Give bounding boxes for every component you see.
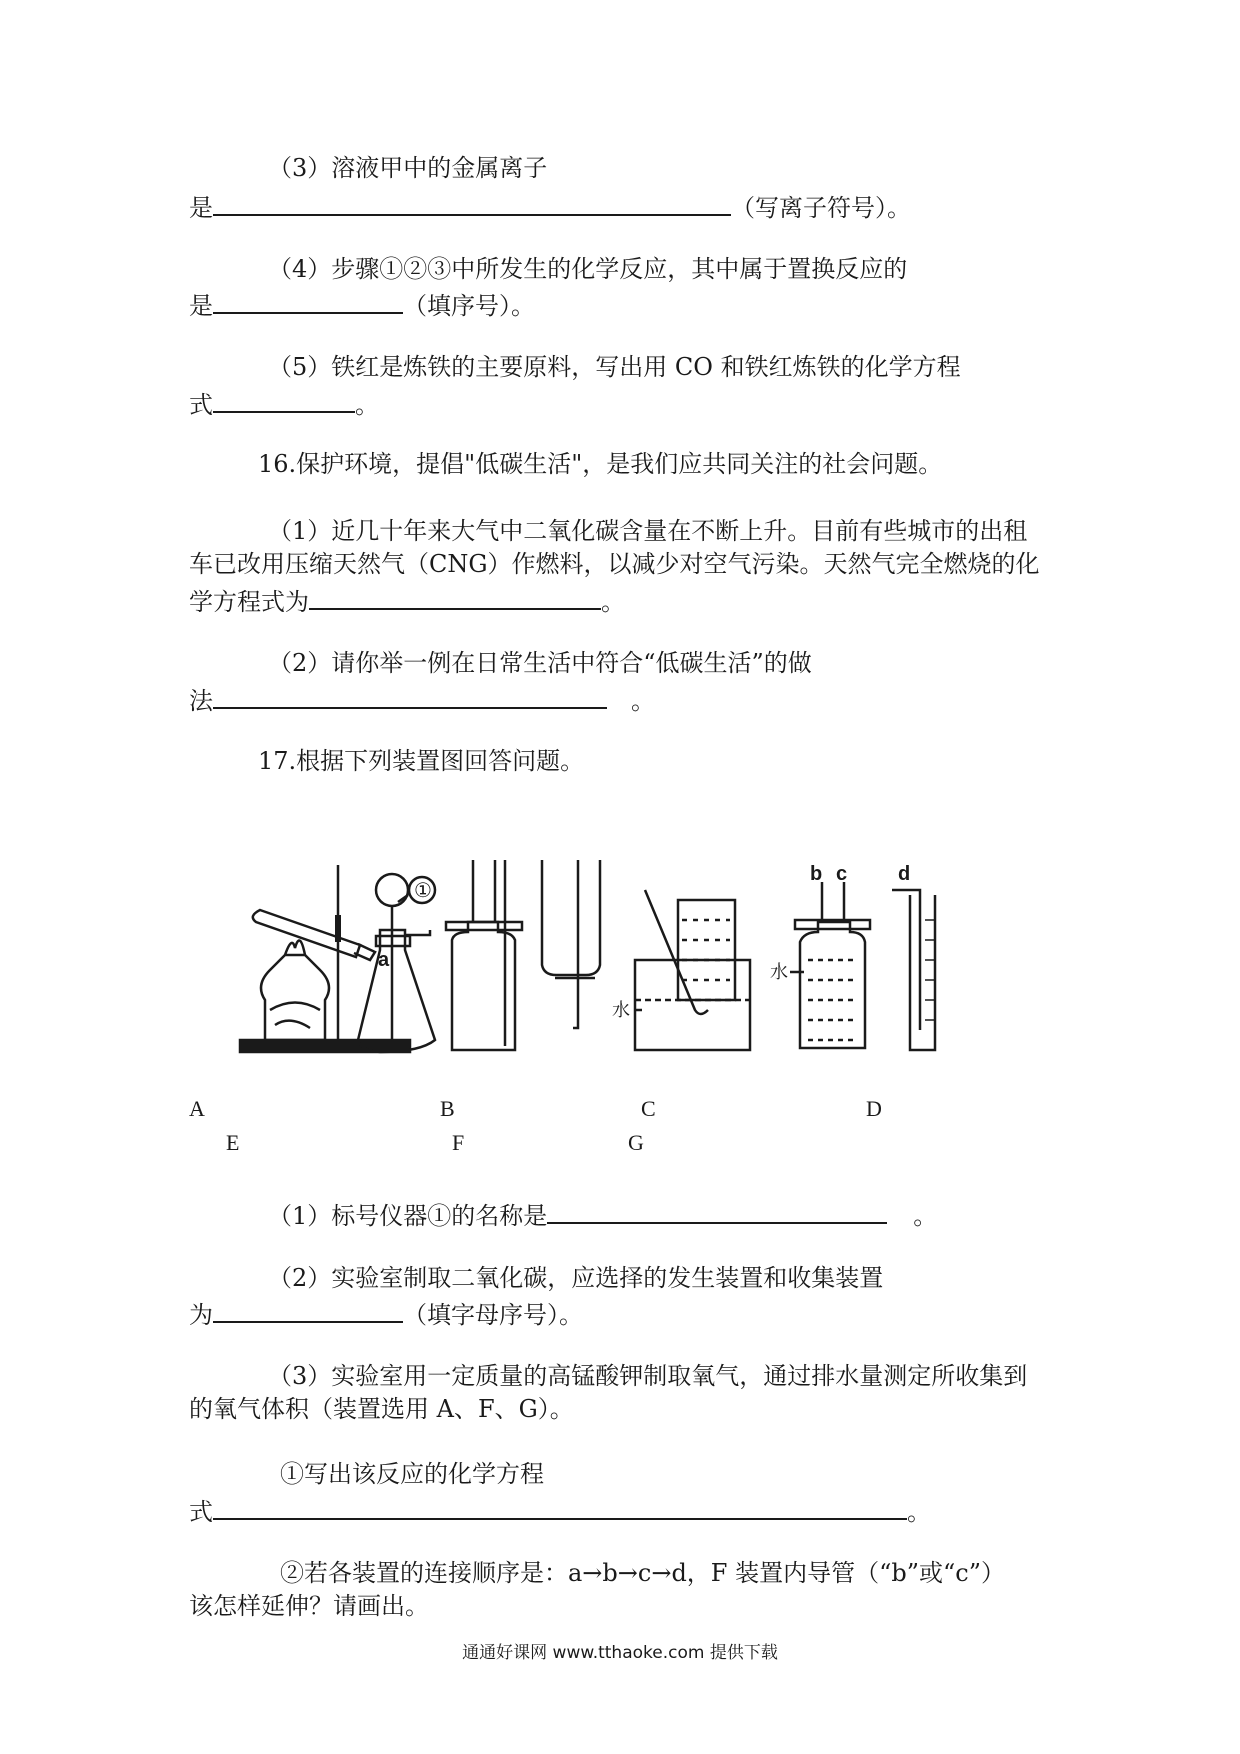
label-tube-b: b xyxy=(810,863,823,885)
q16-p1-prefix: 学方程式为 xyxy=(189,588,309,616)
q16-p2-suffix: 。 xyxy=(631,687,655,715)
q15-p5-suffix: 。 xyxy=(355,391,379,419)
q17-p3-text-2: 的氧气体积（装置选用 A、F、G）。 xyxy=(189,1395,574,1423)
label-circle-one: ① xyxy=(414,880,432,902)
q15-p5-prefix: 式 xyxy=(189,391,213,419)
q17-s1-text: ①写出该反应的化学方程 xyxy=(280,1460,544,1488)
label-water-bottle: 水 xyxy=(770,962,788,982)
q17-s1-line1 xyxy=(280,1458,544,1490)
q16-p1-line1 xyxy=(268,515,1027,547)
q17-s2-text-2: 该怎样延伸？请画出。 xyxy=(189,1592,429,1620)
apparatus-g-measuring-cylinder xyxy=(892,863,935,1050)
page-footer: 通通好课网 www.tthaoke.com 提供下载 xyxy=(462,1643,778,1663)
answer-blank-q17-1[interactable] xyxy=(547,1196,887,1224)
q17-title-text: 17.根据下列装置图回答问题。 xyxy=(258,747,585,775)
q17-s1-line2 xyxy=(189,1492,931,1528)
q15-p5-text: （5）铁红是炼铁的主要原料，写出用 CO 和铁红炼铁的化学方程 xyxy=(268,353,961,381)
apparatus-label-g: G xyxy=(628,1130,644,1155)
q15-p3-text: （3）溶液甲中的金属离子 xyxy=(268,154,548,182)
q16-title xyxy=(258,448,942,480)
answer-blank-q15-3[interactable] xyxy=(213,188,731,216)
answer-blank-q15-4[interactable] xyxy=(213,286,403,314)
q16-p2-line2 xyxy=(189,681,655,717)
q17-title xyxy=(258,745,584,777)
q17-p2-prefix: 为 xyxy=(189,1301,213,1329)
q17-s1-suffix: 。 xyxy=(907,1498,931,1526)
apparatus-label-e: E xyxy=(226,1130,240,1155)
q15-p4-text: （4）步骤①②③中所发生的化学反应，其中属于置换反应的 xyxy=(268,255,908,283)
q16-p2-text: （2）请你举一例在日常生活中符合“低碳生活”的做 xyxy=(268,649,812,677)
q16-p2-line1 xyxy=(268,647,812,679)
answer-blank-q17-2[interactable] xyxy=(213,1295,403,1323)
q16-p1-text-2: 车已改用压缩天然气（CNG）作燃料，以减少对空气污染。天然气完全燃烧的化 xyxy=(189,550,1040,578)
q15-p5-line2 xyxy=(189,385,379,421)
q17-p2-suffix: （填字母序号）。 xyxy=(403,1301,583,1329)
q15-p3-prefix: 是 xyxy=(189,194,213,222)
apparatus-label-f: F xyxy=(452,1130,465,1155)
label-water-trough: 水 xyxy=(612,1000,630,1020)
apparatus-a-stand-heating xyxy=(240,865,410,1052)
label-tube-d: d xyxy=(898,863,911,885)
q17-p3-line1 xyxy=(268,1360,1027,1392)
q17-p1-line xyxy=(268,1196,937,1232)
apparatus-label-b: B xyxy=(440,1096,455,1121)
apparatus-label-d: D xyxy=(866,1096,882,1121)
answer-blank-q17-s1[interactable] xyxy=(213,1492,907,1520)
q17-p2-line1 xyxy=(268,1262,883,1294)
q15-p4-line1 xyxy=(268,253,907,285)
apparatus-label-a: A xyxy=(189,1096,205,1121)
q15-p3-line1 xyxy=(268,152,547,184)
apparatus-f-two-tube-bottle xyxy=(770,863,870,1048)
q15-p4-prefix: 是 xyxy=(189,292,213,320)
q15-p4-line2 xyxy=(189,286,535,322)
q17-s1-prefix: 式 xyxy=(189,1498,213,1526)
q16-p1-line2 xyxy=(189,548,1040,580)
answer-blank-q16-2[interactable] xyxy=(213,681,607,709)
answer-blank-q16-1[interactable] xyxy=(309,582,601,610)
q17-p3-line2 xyxy=(189,1393,574,1425)
q16-title-text: 16.保护环境，提倡"低碳生活"，是我们应共同关注的社会问题。 xyxy=(258,450,943,478)
q16-p1-suffix: 。 xyxy=(601,588,625,616)
apparatus-label-c: C xyxy=(641,1096,656,1121)
q15-p5-line1 xyxy=(268,351,961,383)
q16-p1-line3 xyxy=(189,582,625,618)
apparatus-c-gas-bottle xyxy=(446,860,522,1050)
q17-p1-prefix: （1）标号仪器①的名称是 xyxy=(268,1202,548,1230)
q17-s2-line1 xyxy=(280,1557,1005,1589)
apparatus-d-inverted-bottle xyxy=(542,860,600,1028)
q17-p2-text: （2）实验室制取二氧化碳，应选择的发生装置和收集装置 xyxy=(268,1264,884,1292)
q15-p3-line2 xyxy=(189,188,911,224)
q17-p2-line2 xyxy=(189,1295,583,1331)
q17-p3-text-1: （3）实验室用一定质量的高锰酸钾制取氧气，通过排水量测定所收集到 xyxy=(268,1362,1028,1390)
q17-s2-text-1: ②若各装置的连接顺序是：a→b→c→d，F 装置内导管（“b”或“c”） xyxy=(280,1559,1005,1587)
q17-p1-suffix: 。 xyxy=(913,1202,938,1230)
apparatus-figure xyxy=(230,860,1070,1060)
q15-p4-suffix: （填序号）。 xyxy=(403,292,535,320)
apparatus-e-water-trough xyxy=(612,890,750,1050)
label-tube-c: c xyxy=(836,863,848,885)
q17-s2-line2 xyxy=(189,1590,429,1622)
q16-p1-text-1: （1）近几十年来大气中二氧化碳含量在不断上升。目前有些城市的出租 xyxy=(268,517,1028,545)
q15-p3-suffix: （写离子符号）。 xyxy=(731,194,911,222)
q16-p2-prefix: 法 xyxy=(189,687,213,715)
apparatus-b-conical-flask xyxy=(358,874,435,1052)
label-tube-end-a: a xyxy=(378,949,390,971)
answer-blank-q15-5[interactable] xyxy=(213,385,355,413)
